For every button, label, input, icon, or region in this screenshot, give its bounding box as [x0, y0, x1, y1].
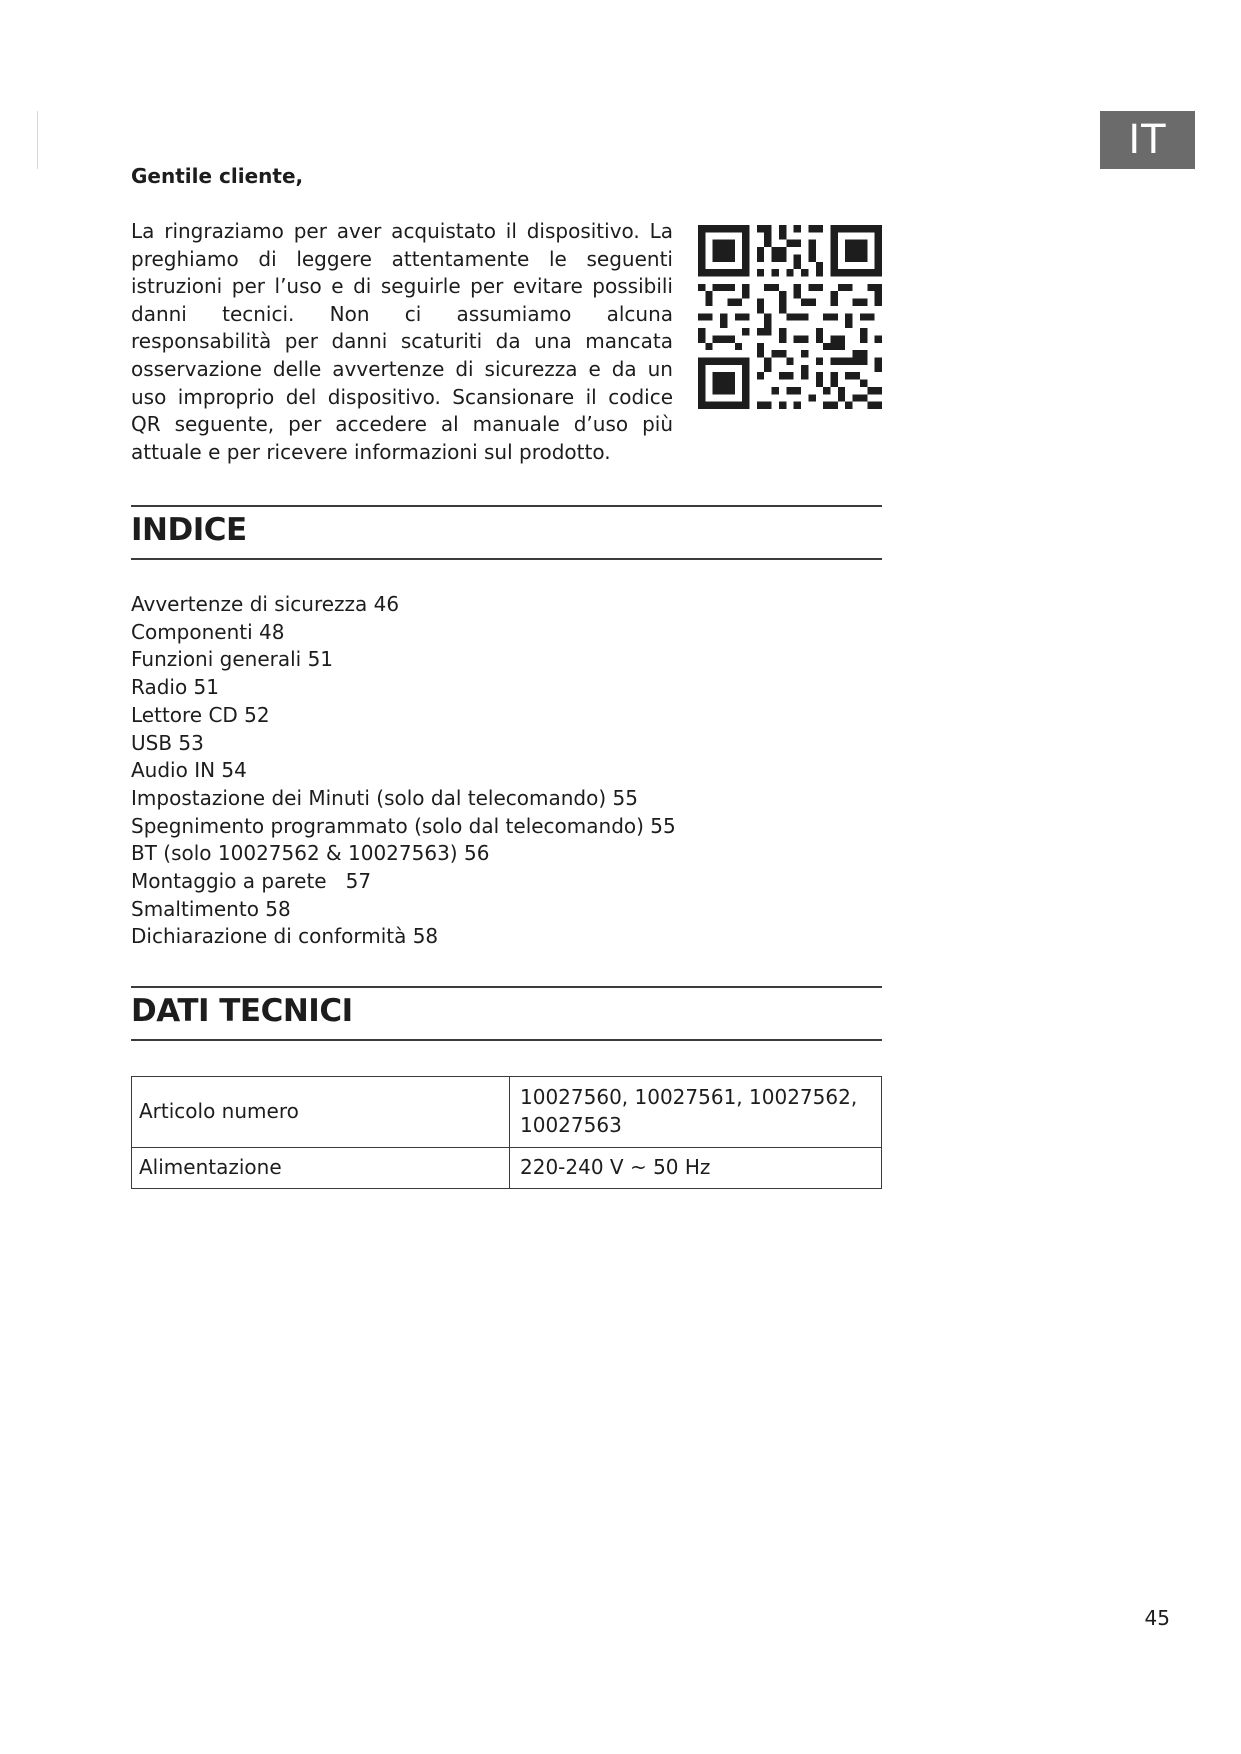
toc-item: Componenti 48 — [131, 619, 285, 644]
spec-value: 220-240 V ~ 50 Hz — [510, 1148, 882, 1189]
specs-title: DATI TECNICI — [131, 993, 353, 1029]
toc-item: Avvertenze di sicurezza 46 — [131, 592, 400, 616]
index-top-rule — [131, 505, 882, 507]
language-tab: IT — [1100, 111, 1195, 169]
intro-paragraph: La ringraziamo per aver acquistato il dispositivo. La preghiamo di leggere attentamente le seguenti istruzioni per l’uso e di seguirle per evitare possibili danni tecnici. Non ci assumiamo alcuna responsabilità per danni scaturiti da una mancata osservazione delle avvertenze di sicurezza e da un uso improprio del dispositivo. Scansionare il codice QR seguente, per accedere al manuale d’uso più attuale e per ricevere informazioni sul prodotto. — [131, 219, 673, 464]
index-title: INDICE — [131, 512, 247, 548]
toc-item: Radio 51 — [131, 675, 220, 700]
toc-item: BT (solo 10027562 & 10027563) 56 — [131, 841, 490, 866]
toc-item: Impostazione dei Minuti (solo dal telecomando) 55 — [131, 785, 638, 810]
toc-item: Montaggio a parete 57 — [131, 869, 372, 894]
specs-table — [131, 1076, 882, 1189]
spec-label: Alimentazione — [132, 1148, 510, 1189]
specs-top-rule — [131, 986, 882, 988]
toc-item: Smaltimento 58 — [131, 896, 291, 921]
specs-bottom-rule — [131, 1039, 882, 1041]
toc-item: USB 53 — [131, 730, 204, 755]
page-number: 45 — [1144, 1606, 1170, 1630]
table-of-contents — [131, 591, 676, 951]
table-row — [132, 1077, 882, 1148]
index-bottom-rule — [131, 558, 882, 560]
spec-label: Articolo numero — [132, 1077, 510, 1148]
toc-item: Lettore CD 52 — [131, 702, 270, 727]
qr-code-icon — [698, 225, 882, 409]
toc-item: Spegnimento programmato (solo dal telecomando) 55 — [131, 813, 676, 838]
toc-item: Dichiarazione di conformità 58 — [131, 924, 439, 949]
toc-item: Funzioni generali 51 — [131, 647, 334, 672]
spec-value: 10027560, 10027561, 10027562, 10027563 — [510, 1077, 882, 1148]
margin-mark — [37, 111, 38, 169]
greeting: Gentile cliente, — [131, 164, 304, 188]
table-row — [132, 1148, 882, 1189]
toc-item: Audio IN 54 — [131, 758, 247, 783]
